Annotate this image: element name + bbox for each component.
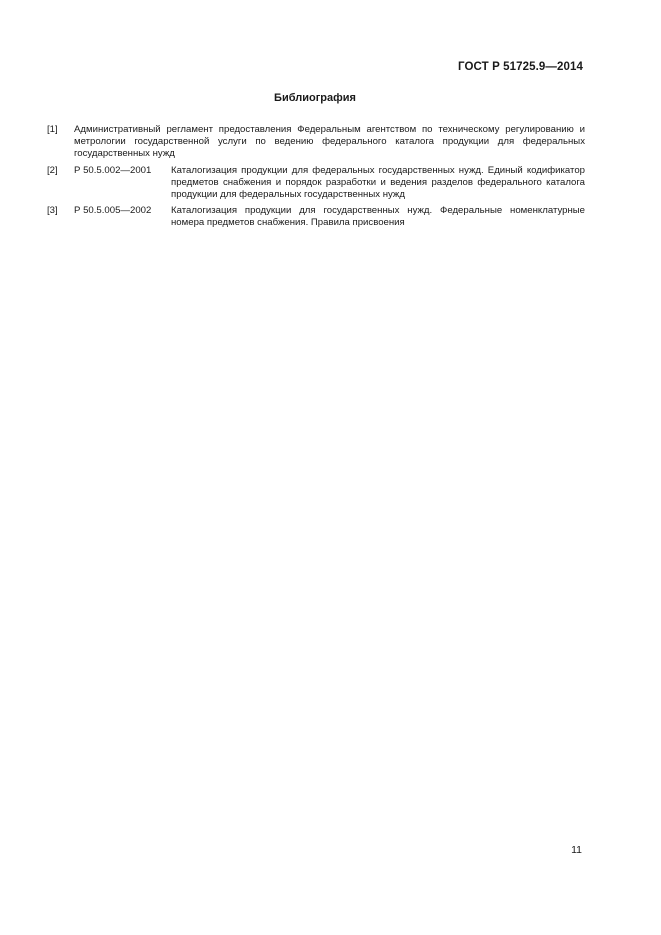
bibliography-entry-1 — [47, 124, 585, 161]
entry-text: Административный регламент предоставления Федеральным агентством по техническому регулированию и метрологии государственной услуги по ведению федерального каталога продукции для федеральных государственных нужд — [74, 124, 585, 160]
page-number: 11 — [571, 844, 582, 856]
entry-number: [3] — [47, 205, 58, 217]
document-code: ГОСТ Р 51725.9—2014 — [458, 61, 583, 73]
bibliography-list — [47, 124, 585, 234]
bibliography-entry-3 — [47, 205, 585, 229]
entry-number: [2] — [47, 164, 58, 176]
entry-code: Р 50.5.002—2001 — [74, 164, 152, 176]
entry-text: Каталогизация продукции для государственных нужд. Федеральные номенклатурные номера предметов снабжения. Правила присвоения — [171, 205, 585, 229]
bibliography-entry-2 — [47, 165, 585, 202]
entry-code: Р 50.5.005—2002 — [74, 205, 152, 217]
entry-number: [1] — [47, 124, 58, 135]
bibliography-title: Библиография — [274, 92, 356, 104]
entry-text: Каталогизация продукции для федеральных государственных нужд. Единый кодификатор предметов снабжения и порядок разработки и ведения разделов федерального каталога продукции для федеральных государственных нужд — [171, 164, 585, 201]
